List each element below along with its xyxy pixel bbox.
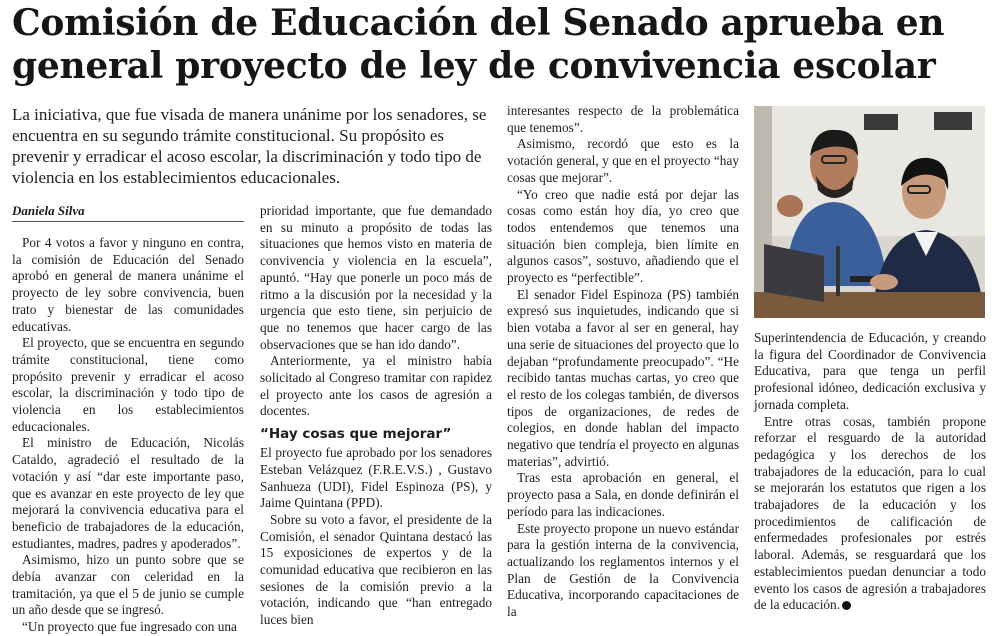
paragraph: Asimismo, hizo un punto sobre que se debía avanzar con celeridad en la tramitación, ya que el 5 de junio se cumple un año desde que se ingresó. [12, 552, 244, 618]
paragraph: El proyecto, que se encuentra en segundo trámite constitucional, tiene como propósito prevenir y erradicar el acoso escolar, la discriminación y todo tipo de violencia en los establecimientos educacionales. [12, 335, 244, 434]
paragraph: Tras esta aprobación en general, el proyecto pasa a Sala, en donde definirán el período para las indicaciones. [507, 470, 739, 519]
subheading: “Hay cosas que mejorar” [260, 426, 452, 443]
paragraph: “Un proyecto que fue ingresado con una [22, 619, 237, 635]
paragraph: Anteriormente, ya el ministro había solicitado al Congreso tramitar con rapidez el proyecto ante los casos de agresión a docentes. [260, 353, 492, 419]
paragraph: Este proyecto propone un nuevo estándar para la gestión interna de la convivencia, actualizando los reglamentos internos y el Plan de Gestión de la Convivencia Educativa, incorporando capacitaciones de la [507, 520, 739, 620]
paragraph: prioridad importante, que fue demandado en su minuto a propósito de todas las situaciones que hemos visto en materia de convivencia y violencia en la escuela”, apuntó. “Hay que ponerle un poco más de ritmo a la discusión por la necesidad y la urgencia que esto tiene, sin perjuicio de que no tenemos que hacer cargo de las observaciones que se han ido dando”. [260, 203, 492, 352]
deck: La iniciativa, que fue visada de manera unánime por los senadores, se encuentra en su segundo trámite constitucional. Su propósito es prevenir y erradicar el acoso escolar, la discriminación y todo tipo de violencia en los establecimientos educacionales. [12, 105, 487, 187]
column-4 [754, 330, 986, 614]
paragraph-text: Entre otras cosas, también propone reforzar el resguardo de la autoridad pedagógica y los derechos de los trabajadores de la educación, para lo cual se mejorarán los estatutos que rigen a los trabajadores de la educación y los procedimientos de calificación de enfermedades profesionales por estrés laboral. Además, se resguardará que los establecimientos puedan denunciar a todo evento los casos de agresión a trabajadores de la educación. [754, 413, 986, 613]
paragraph: El ministro de Educación, Nicolás Cataldo, agradeció el resultado de la votación y así “dar este importante paso, que es avanzar en este proyecto de ley que mejorará la convivencia educativa para el beneficio de trabajadores de la educación, estudiantes, madres, padres y apoderados”. [12, 435, 244, 551]
paragraph: Asimismo, recordó que esto es la votación general, y que en el proyecto “hay cosas que mejorar”. [507, 136, 739, 185]
paragraph: Sobre su voto a favor, el presidente de la Comisión, el senador Quintana destacó las 15 exposiciones de expertos y de la comunidad educativa que recibieron en las sesiones de la comisión previo a la votación, indicando que “han entregado luces bien [260, 511, 492, 628]
column-2 [260, 203, 492, 629]
senators-photo-illustration [754, 106, 985, 318]
paragraph: interesantes respecto de la problemática que tenemos”. [507, 103, 739, 135]
byline: Daniela Silva [12, 203, 244, 222]
paragraph: Por 4 votos a favor y ninguno en contra, la comisión de Educación del Senado aprobó en general de manera unánime el proyecto de ley sobre convivencia, buen trato y bienestar de las comunidades educativas. [12, 235, 244, 334]
column-1 [12, 235, 244, 636]
column-3 [507, 103, 739, 621]
end-mark-icon [842, 601, 851, 610]
news-photo [754, 106, 985, 318]
paragraph [754, 414, 986, 614]
paragraph: El proyecto fue aprobado por los senadores Esteban Velázquez (F.R.E.V.S.) , Gustavo Sanhueza (UDI), Fidel Espinoza (PS), y Jaime Quintana (PPD). [260, 445, 492, 511]
paragraph: Superintendencia de Educación, y creando la figura del Coordinador de Convivencia Educativa, para que tenga un perfil profesional idóneo, dedicación exclusiva y jornada completa. [754, 330, 986, 412]
headline: Comisión de Educación del Senado aprueba en general proyecto de ley de convivencia escolar [12, 2, 945, 87]
paragraph: “Yo creo que nadie está por dejar las cosas como están hoy día, yo creo que todos entendemos que tenemos una situación bien compleja, bien límite en algunos casos”, sostuvo, añadiendo que el proyecto es “perfectible”. [507, 186, 739, 286]
paragraph: El senador Fidel Espinoza (PS) también expresó sus inquietudes, indicando que si bien votaba a favor al ser en general, hay una serie de situaciones del proyecto que lo dejaban “profundamente preocupado”. “He recibido tantas muchas cartas, yo creo que el resto de los colegas también, de diversos tipos de organizaciones, de redes de colegios, en donde hablan del impacto negativo que tendría el proyecto en algunas materias”, advirtió. [507, 286, 739, 469]
